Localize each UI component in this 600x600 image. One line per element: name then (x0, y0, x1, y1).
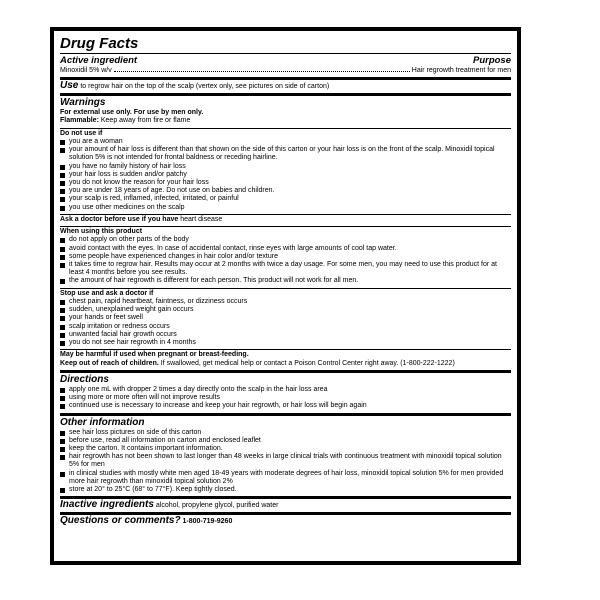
list-item-text: unwanted facial hair growth occurs (69, 330, 177, 338)
list-item (60, 339, 511, 347)
flammable-warning (60, 117, 511, 125)
bullet-square-icon (60, 488, 65, 493)
bullet-square-icon (60, 189, 65, 194)
warnings-section (60, 97, 511, 368)
bullet-square-icon (60, 173, 65, 178)
questions-section (60, 516, 511, 526)
section-divider (60, 370, 511, 373)
stop-use-list (60, 298, 511, 347)
list-item-text: hair regrowth has not been shown to last longer than 48 weeks in large clinical trials with continuous treatment with minoxidil topical solution 5% for men (69, 453, 502, 469)
bullet-square-icon (60, 316, 65, 321)
directions-heading: Directions (60, 373, 109, 385)
ask-doctor-label: Ask a doctor before use if you have (60, 215, 179, 223)
subsection-divider (60, 288, 511, 289)
active-ingredient-row (60, 66, 511, 75)
list-item (60, 386, 511, 394)
bullet-square-icon (60, 255, 65, 260)
bullet-square-icon (60, 341, 65, 346)
other-info-section (60, 417, 511, 495)
list-item-text: the amount of hair regrowth is different for each person. This product will not work for all men. (69, 277, 359, 285)
list-item-text: your hair loss is sudden and/or patchy (69, 170, 187, 178)
list-item (60, 453, 511, 469)
inactive-text: alcohol, propylene glycol, purified water (155, 502, 279, 510)
list-item (60, 437, 511, 445)
list-item (60, 179, 511, 187)
bullet-square-icon (60, 165, 65, 170)
other-info-list (60, 429, 511, 495)
pregnancy-warning: May be harmful if used when pregnant or breast-feeding. (60, 351, 249, 359)
list-item-text: continued use is necessary to increase and keep your hair regrowth, or hair loss will begin again (69, 402, 367, 410)
list-item (60, 204, 511, 212)
stop-use-heading: Stop use and ask a doctor if (60, 289, 154, 297)
bullet-square-icon (60, 388, 65, 393)
subsection-divider (60, 214, 511, 215)
bullet-square-icon (60, 404, 65, 409)
section-divider (60, 93, 511, 96)
list-item (60, 402, 511, 410)
list-item-text: using more or more often will not improve results (69, 394, 220, 402)
list-item-text: your hands or feet swell (69, 314, 143, 322)
bullet-square-icon (60, 472, 65, 477)
list-item-text: your amount of hair loss is different than that shown on the side of this carton or your hair loss is on the front of the scalp. Minoxidil topical solution 5% is not intended for frontal baldness or receding hairline. (69, 146, 495, 162)
inactive-section (60, 500, 511, 510)
warnings-heading: Warnings (60, 97, 106, 108)
external-use-warning: For external use only. For use by men only. (60, 109, 204, 116)
list-item (60, 261, 511, 277)
bullet-square-icon (60, 181, 65, 186)
list-item (60, 146, 511, 162)
list-item-text: store at 20° to 25°C (68° to 77°F). Keep tightly closed. (69, 485, 237, 493)
list-item-text: keep the carton. It contains important information. (69, 444, 223, 452)
list-item (60, 277, 511, 285)
use-section (60, 81, 511, 91)
list-item (60, 331, 511, 339)
section-divider (60, 77, 511, 80)
list-item (60, 429, 511, 437)
list-item-text: do not apply on other parts of the body (69, 236, 189, 244)
active-ingredient-name: Minoxidil 5% w/v (60, 67, 112, 74)
bullet-square-icon (60, 279, 65, 284)
list-item (60, 314, 511, 322)
inactive-heading: Inactive ingredients (60, 499, 154, 511)
bullet-square-icon (60, 206, 65, 211)
list-item (60, 253, 511, 261)
list-item-text: you are under 18 years of age. Do not use on babies and children. (69, 187, 275, 195)
list-item (60, 187, 511, 195)
list-item (60, 306, 511, 314)
subsection-divider (60, 349, 511, 350)
list-item-text: chest pain, rapid heartbeat, faintness, or dizziness occurs (69, 298, 248, 306)
active-header-row (60, 55, 511, 66)
bullet-square-icon (60, 431, 65, 436)
list-item-text: you use other medicines on the scalp (69, 203, 185, 211)
keep-out-row (60, 360, 511, 368)
bullet-square-icon (60, 396, 65, 401)
questions-heading: Questions or comments? (60, 515, 181, 527)
when-using-list (60, 236, 511, 285)
list-item-text: some people have experienced changes in hair color and/or texture (69, 252, 278, 260)
bullet-square-icon (60, 247, 65, 252)
flammable-label: Flammable: (60, 117, 99, 125)
list-item-text: you are a woman (69, 138, 123, 146)
leader-dots (114, 71, 410, 72)
section-divider (60, 413, 511, 416)
list-item-text: before use, read all information on carton and enclosed leaflet (69, 436, 261, 444)
drug-facts-panel (50, 27, 521, 565)
list-item (60, 245, 511, 253)
other-info-heading: Other information (60, 416, 145, 428)
subsection-divider (60, 128, 511, 129)
drug-facts-title: Drug Facts (60, 35, 511, 54)
active-ingredient-purpose: Hair regrowth treatment for men (411, 67, 511, 74)
bullet-square-icon (60, 447, 65, 452)
list-item (60, 195, 511, 203)
list-item (60, 445, 511, 453)
keep-out-label: Keep out of reach of children. (60, 359, 159, 367)
bullet-square-icon (60, 325, 65, 330)
bullet-square-icon (60, 197, 65, 202)
list-item-text: in clinical studies with mostly white men aged 18-49 years with moderate degrees of hair loss, minoxidil topical solution 5% for men provided more hair regrowth than minoxidil topical solution 2% (69, 469, 504, 485)
list-item-text: avoid contact with the eyes. In case of accidental contact, rinse eyes with large amounts of cool tap water. (69, 244, 397, 252)
list-item-text: it takes time to regrow hair. Results may occur at 2 months with twice a day usage. For some men, you may need to use this product for at least 4 months before you see results. (69, 261, 497, 277)
list-item (60, 236, 511, 244)
use-text: to regrow hair on the top of the scalp (vertex only, see pictures on side of carton) (80, 83, 330, 90)
list-item-text: you have no family history of hair loss (69, 162, 186, 170)
directions-section (60, 374, 511, 411)
directions-list (60, 386, 511, 411)
bullet-square-icon (60, 308, 65, 313)
list-item-text: apply one mL with dropper 2 times a day directly onto the scalp in the hair loss area (69, 385, 328, 393)
bullet-square-icon (60, 455, 65, 460)
list-item-text: your scalp is red, inflamed, infected, irritated, or painful (69, 195, 239, 203)
ask-doctor-row (60, 216, 511, 224)
list-item-text: scalp irritation or redness occurs (69, 322, 170, 330)
bullet-square-icon (60, 148, 65, 153)
list-item-text: you do not see hair regrowth in 4 months (69, 339, 196, 347)
flammable-text: Keep away from fire or flame (100, 117, 191, 125)
when-using-heading: When using this product (60, 228, 143, 236)
bullet-square-icon (60, 140, 65, 145)
list-item (60, 298, 511, 306)
purpose-heading: Purpose (472, 55, 511, 66)
bullet-square-icon (60, 300, 65, 305)
list-item (60, 470, 511, 486)
active-ingredient-heading: Active ingredient (60, 55, 138, 66)
do-not-use-list (60, 138, 511, 212)
list-item (60, 394, 511, 402)
list-item (60, 486, 511, 494)
list-item (60, 138, 511, 146)
bullet-square-icon (60, 333, 65, 338)
questions-phone: 1-800-719-9260 (182, 518, 233, 526)
list-item (60, 163, 511, 171)
ask-doctor-text: heart disease (180, 215, 223, 223)
keep-out-text: If swallowed, get medical help or contact a Poison Control Center right away. (1-800-222-1222) (160, 359, 455, 367)
list-item-text: sudden, unexplained weight gain occurs (69, 306, 194, 314)
use-heading: Use (60, 80, 79, 91)
list-item-text: you do not know the reason for your hair loss (69, 179, 209, 187)
list-item-text: see hair loss pictures on side of this carton (69, 428, 202, 436)
list-item (60, 323, 511, 331)
subsection-divider (60, 226, 511, 227)
bullet-square-icon (60, 439, 65, 444)
bullet-square-icon (60, 238, 65, 243)
bullet-square-icon (60, 263, 65, 268)
do-not-use-heading: Do not use if (60, 129, 103, 137)
list-item (60, 171, 511, 179)
